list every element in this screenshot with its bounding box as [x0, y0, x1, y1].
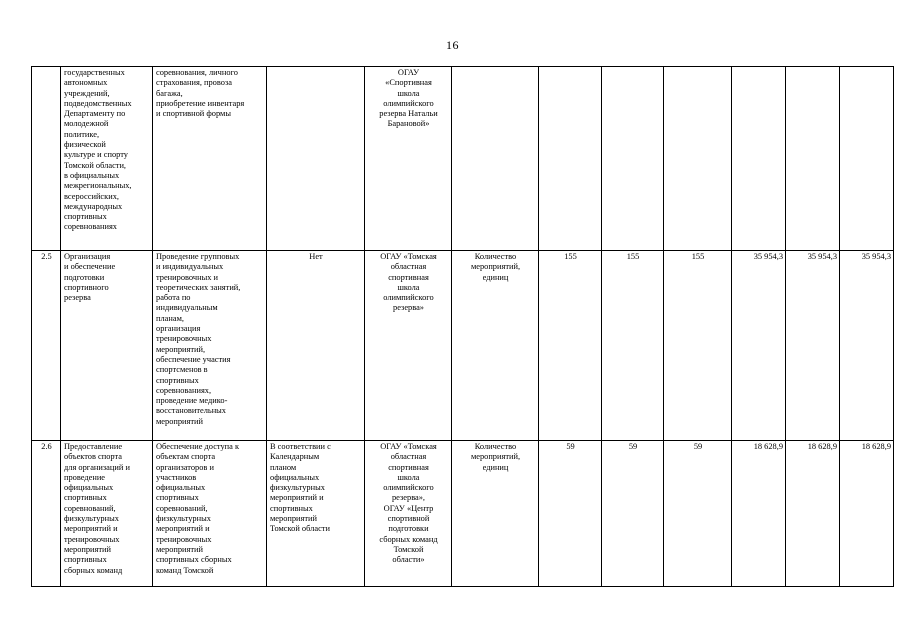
cell-number: [32, 67, 61, 251]
cell-line: Департаменту по: [64, 109, 126, 119]
cell-funding-3: 35 954,3: [840, 251, 894, 441]
cell-line: мероприятий и: [156, 524, 210, 534]
cell-line: резерва»,: [391, 493, 426, 503]
cell-line: индивидуальным: [156, 303, 218, 313]
cell-basis: [267, 441, 365, 587]
program-table: [31, 66, 894, 587]
cell-line: для организаций и: [64, 462, 130, 472]
cell-line: планом: [270, 462, 297, 472]
cell-indicator-value-3: 155: [664, 251, 732, 441]
cell-line: спортивных: [64, 212, 107, 222]
cell-line: школа: [397, 282, 420, 292]
cell-line: Календарным: [270, 452, 320, 462]
cell-indicator: [452, 67, 539, 251]
cell-line: в официальных: [64, 170, 120, 180]
cell-line: Предоставление: [64, 442, 123, 451]
cell-line: соревнованиях: [64, 222, 117, 232]
cell-line: спортивных сборных: [156, 555, 232, 565]
cell-line: официальных: [270, 472, 320, 482]
cell-line: олимпийского: [383, 483, 434, 493]
cell-line: тренировочных: [156, 534, 212, 544]
cell-line: спортивных: [156, 493, 199, 503]
cell-line: спортивного: [64, 282, 109, 292]
cell-indicator-value-1: 155: [539, 251, 602, 441]
cell-line: восстановительных: [156, 406, 226, 416]
cell-line: школа: [397, 472, 420, 482]
cell-line: спортивных: [64, 555, 107, 565]
cell-funding-2: [786, 67, 840, 251]
cell-line: мероприятий: [270, 514, 318, 524]
cell-indicator-value-1: [539, 67, 602, 251]
cell-activity: [153, 251, 267, 441]
cell-line: мероприятий: [156, 544, 204, 554]
cell-line: приобретение инвентаря: [156, 98, 245, 108]
cell-funding-3: [840, 67, 894, 251]
cell-funding-1: 35 954,3: [732, 251, 786, 441]
cell-activity: [153, 67, 267, 251]
cell-line: резерва»: [393, 303, 424, 313]
cell-line: политике,: [64, 129, 100, 139]
cell-line: теоретических занятий,: [156, 282, 241, 292]
cell-line: государственных: [64, 68, 125, 77]
cell-number: 2.5: [32, 251, 61, 441]
cell-line: области»: [392, 555, 425, 565]
cell-line: тренировочных и: [156, 272, 218, 282]
cell-line: Барановой»: [387, 119, 430, 129]
cell-line: международных: [64, 201, 123, 211]
cell-line: подготовки: [388, 524, 429, 534]
cell-line: автономных: [64, 78, 108, 88]
cell-line: олимпийского: [383, 98, 434, 108]
cell-line: Проведение групповых: [156, 252, 240, 261]
cell-activity: [153, 441, 267, 587]
cell-line: областная: [390, 452, 427, 462]
cell-line: страхования, провоза: [156, 78, 232, 88]
cell-line: В соответствии с: [270, 442, 331, 451]
cell-line: физкультурных: [156, 514, 211, 524]
cell-indicator-value-2: [602, 67, 664, 251]
cell-line: проведение: [64, 472, 106, 482]
cell-funding-3: 18 628,9: [840, 441, 894, 587]
cell-line: резерва Натальи: [379, 109, 438, 119]
cell-executor: [365, 251, 452, 441]
cell-line: Количество: [474, 252, 517, 261]
cell-funding-1: [732, 67, 786, 251]
cell-line: Томской области: [270, 524, 330, 534]
cell-line: олимпийского: [383, 293, 434, 303]
cell-number: 2.6: [32, 441, 61, 587]
cell-line: и спортивной формы: [156, 109, 231, 119]
cell-line: Обеспечение доступа к: [156, 442, 240, 451]
cell-line: мероприятий,: [156, 344, 206, 354]
cell-line: спортсменов в: [156, 365, 208, 375]
cell-line: физкультурных: [270, 483, 325, 493]
cell-line: спортивная: [388, 462, 429, 472]
cell-line: соревнования, личного: [156, 68, 238, 77]
cell-line: спортивных: [64, 493, 107, 503]
cell-line: единиц: [482, 272, 509, 282]
cell-indicator: [452, 441, 539, 587]
cell-line: Томской области,: [64, 160, 127, 170]
cell-line: мероприятий и: [64, 524, 118, 534]
cell-line: организация: [156, 324, 201, 334]
cell-line: спортивных: [156, 375, 199, 385]
cell-line: Томской: [393, 544, 424, 554]
cell-line: ОГАУ «Центр: [383, 503, 434, 513]
cell-line: объектов спорта: [64, 452, 122, 462]
cell-indicator-value-2: 59: [602, 441, 664, 587]
cell-line: официальных: [156, 483, 206, 493]
cell-line: сборных команд: [379, 534, 438, 544]
cell-line: культуре и спорту: [64, 150, 128, 160]
cell-basis: [267, 251, 365, 441]
cell-line: соревнований,: [156, 503, 208, 513]
cell-indicator: [452, 251, 539, 441]
cell-line: физической: [64, 140, 106, 150]
cell-executor: [365, 67, 452, 251]
cell-line: спортивная: [388, 272, 429, 282]
cell-indicator-value-2: 155: [602, 251, 664, 441]
cell-line: всероссийских,: [64, 191, 119, 201]
cell-line: резерва: [64, 293, 91, 303]
cell-line: Организация: [64, 252, 111, 261]
cell-line: соревнованиях,: [156, 385, 212, 395]
cell-line: «Спортивная: [385, 78, 432, 88]
table-row: [32, 441, 894, 587]
cell-line: Нет: [309, 252, 323, 261]
cell-line: ОГАУ: [397, 68, 420, 77]
cell-funding-2: 35 954,3: [786, 251, 840, 441]
cell-indicator-value-1: 59: [539, 441, 602, 587]
cell-funding-1: 18 628,9: [732, 441, 786, 587]
cell-line: планам,: [156, 313, 184, 323]
table-row: [32, 67, 894, 251]
cell-basis: [267, 67, 365, 251]
cell-line: школа: [397, 88, 420, 98]
cell-line: тренировочных: [156, 334, 212, 344]
cell-line: учреждений,: [64, 88, 110, 98]
cell-line: официальных: [64, 483, 114, 493]
cell-line: сборных команд: [64, 565, 123, 575]
cell-line: багажа,: [156, 88, 183, 98]
cell-line: подведомственных: [64, 98, 132, 108]
cell-executor: [365, 441, 452, 587]
cell-line: мероприятий,: [470, 262, 521, 272]
cell-line: тренировочных: [64, 534, 120, 544]
page-number: 16: [446, 38, 459, 52]
cell-line: мероприятий,: [470, 452, 521, 462]
table-row: [32, 251, 894, 441]
cell-line: обеспечение участия: [156, 354, 231, 364]
cell-funding-2: 18 628,9: [786, 441, 840, 587]
cell-line: работа по: [156, 293, 191, 303]
cell-measure-name: [61, 251, 153, 441]
cell-measure-name: [61, 441, 153, 587]
cell-line: мероприятий и: [270, 493, 324, 503]
cell-line: команд Томской: [156, 565, 214, 575]
cell-line: соревнований,: [64, 503, 116, 513]
cell-indicator-value-3: 59: [664, 441, 732, 587]
cell-line: молодежной: [64, 119, 109, 129]
cell-line: спортивной: [387, 514, 430, 524]
cell-line: ОГАУ «Томская: [380, 442, 437, 451]
cell-line: организаторов и: [156, 462, 214, 472]
cell-line: участников: [156, 472, 197, 482]
cell-line: ОГАУ «Томская: [380, 252, 437, 261]
cell-line: Количество: [474, 442, 517, 451]
cell-line: спортивных: [270, 503, 313, 513]
cell-measure-name: [61, 67, 153, 251]
cell-line: и обеспечение: [64, 262, 116, 272]
cell-line: областная: [390, 262, 427, 272]
cell-indicator-value-3: [664, 67, 732, 251]
cell-line: физкультурных: [64, 514, 119, 524]
cell-line: и индивидуальных: [156, 262, 224, 272]
cell-line: подготовки: [64, 272, 105, 282]
cell-line: проведение медико-: [156, 396, 228, 406]
cell-line: единиц: [482, 462, 509, 472]
cell-line: межрегиональных,: [64, 181, 132, 191]
cell-line: объектам спорта: [156, 452, 216, 462]
cell-line: мероприятий: [156, 416, 204, 426]
cell-line: мероприятий: [64, 544, 112, 554]
